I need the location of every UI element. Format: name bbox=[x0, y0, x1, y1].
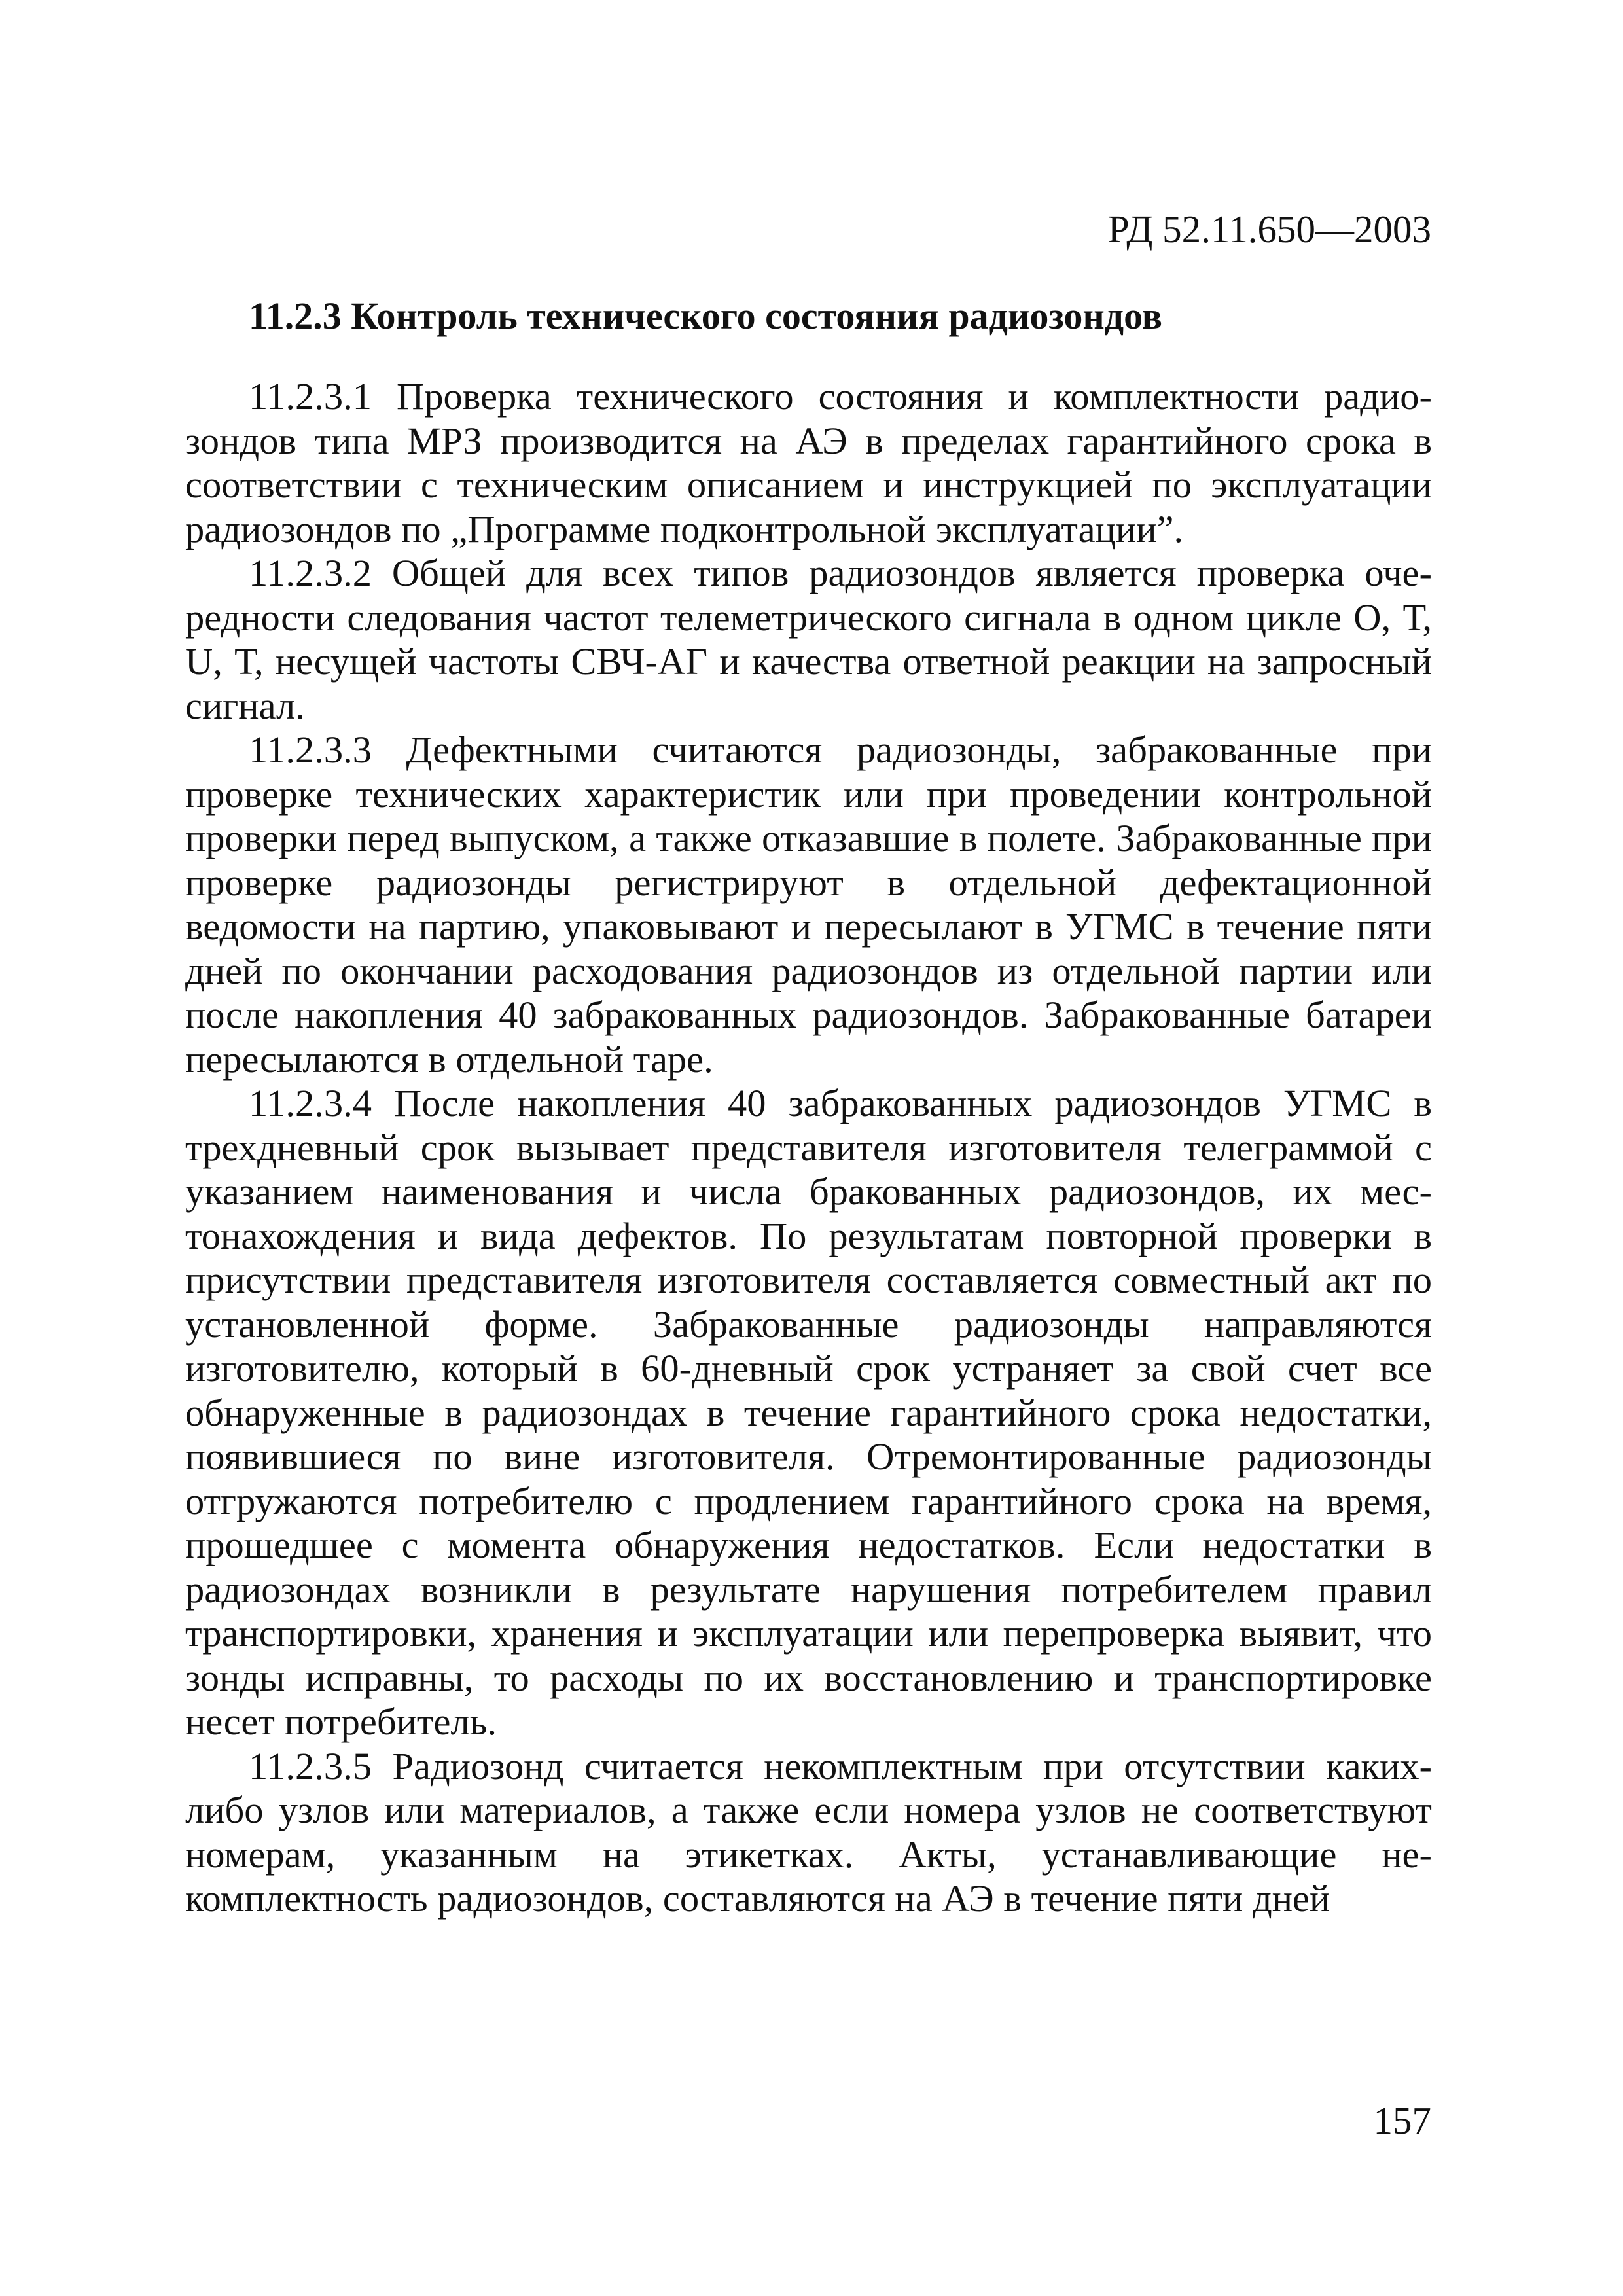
paragraph-11-2-3-4: 11.2.3.4 После накопления 40 забракованных радиозондов УГМС в трехдневный срок вызывает представителя изготовителя телеграммой с указанием наименования и числа бракованных радиозондов, их местонахождения и вида дефектов. По результатам повторной проверки в присутствии представителя изготовителя составляется совместный акт по установленной форме. Забракованные радиозонды направляются изготовителю, который в 60-дневный срок устраняет за свой счет все обнаруженные в радиозондах в течение гарантийного срока недостатки, появившиеся по вине изготовителя. Отремонтированные радиозонды отгружаются потребителю с продлением гарантийного срока на время, прошедшее с момента обнаружения недостатков. Если недостатки в радиозондах возникли в результате нарушения потребителем правил транспортировки, хранения и эксплуатации или перепроверка выявит, что зонды исправны, то расходы по их восстановлению и транспортировке несет потребитель. bbox=[185, 1082, 1432, 1743]
section-title: 11.2.3 Контроль технического состояния радиозондов bbox=[249, 295, 1162, 337]
page-number: 157 bbox=[1373, 2099, 1431, 2142]
document-code: РД 52.11.650—2003 bbox=[1107, 207, 1431, 251]
paragraph-11-2-3-1: 11.2.3.1 Проверка технического состояния и комплектности радиозондов типа МРЗ производится на АЭ в пределах гарантийного срока в соответствии с техническим описанием и инструкцией по эксплуатации радиозондов по „Программе подконтрольной эксплуатации”. bbox=[185, 375, 1432, 550]
paragraph-11-2-3-3: 11.2.3.3 Дефектными считаются радиозонды, забракованные при проверке технических характеристик или при проведении контрольной проверки перед выпуском, а также отказавшие в полете. Забракованные при проверке радиозонды регистрируют в отдельной дефектационной ведомости на партию, упаковывают и пересылают в УГМС в течение пяти дней по окончании расходования радиозондов из отдельной партии или после накопления 40 забракованных радиозондов. Забракованные батареи пересылаются в отдельной таре. bbox=[185, 728, 1432, 1081]
paragraph-11-2-3-2: 11.2.3.2 Общей для всех типов радиозондов является проверка очередности следования частот телеметрического сигнала в одном цикле О, Т, U, Т, несущей частоты СВЧ-АГ и качества ответной реакции на запросный сигнал. bbox=[185, 552, 1432, 727]
paragraph-11-2-3-5: 11.2.3.5 Радиозонд считается некомплектным при отсутствии каких-либо узлов или материалов, а также если номера узлов не соответствуют номерам, указанным на этикетках. Акты, устанавливающие некомплектность радиозондов, составляются на АЭ в течение пяти дней bbox=[185, 1744, 1432, 1920]
body-text bbox=[185, 374, 1432, 1921]
